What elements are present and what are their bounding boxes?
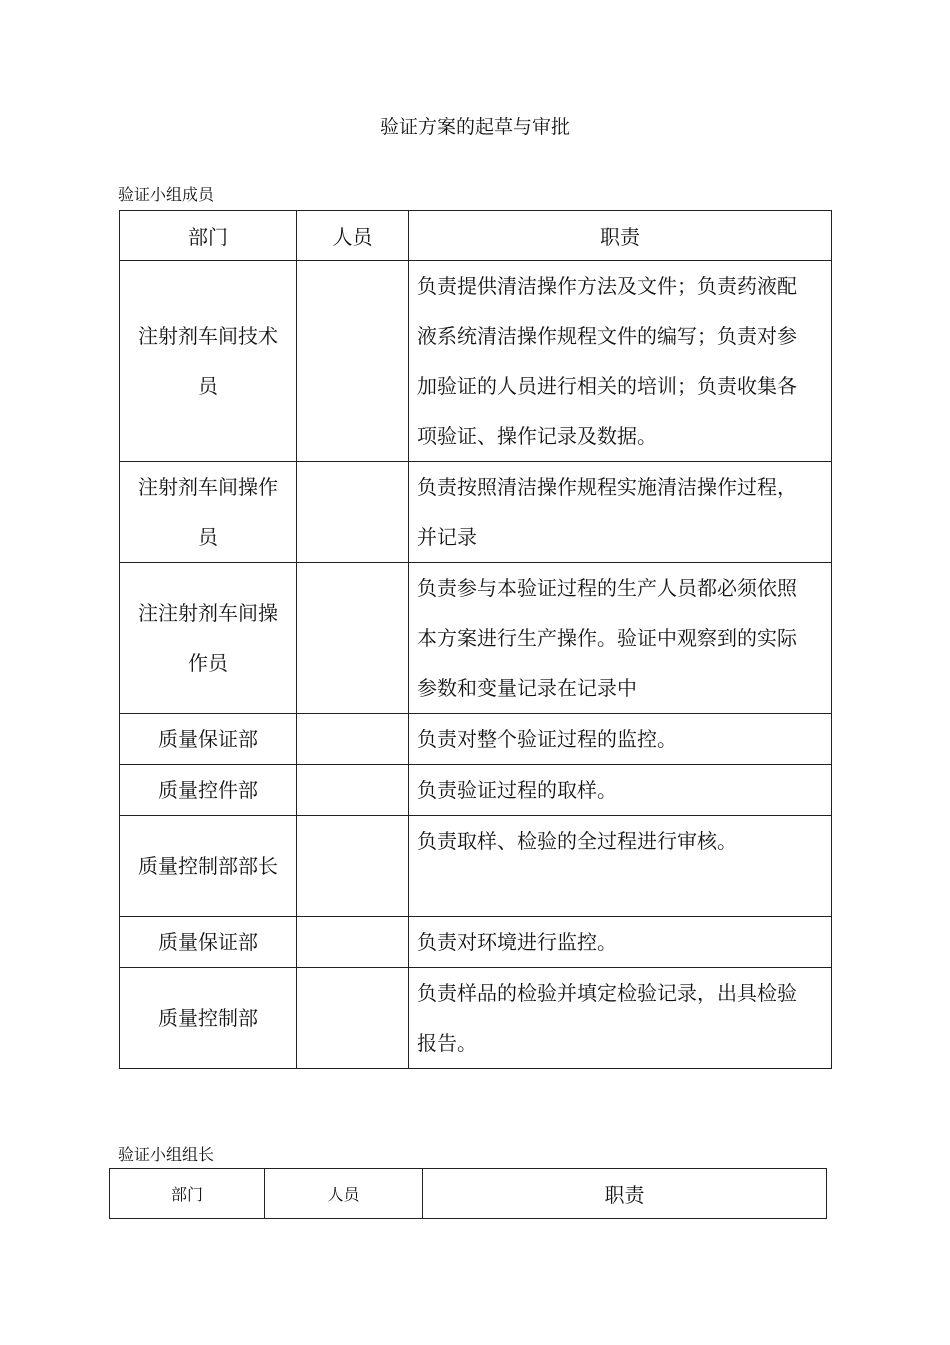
duty-cell: 负责参与本验证过程的生产人员都必须依照本方案进行生产操作。验证中观察到的实际参数和变量记录在记录中 (409, 563, 832, 714)
table-row (120, 714, 832, 765)
leaders-section-label: 验证小组组长 (118, 1145, 215, 1164)
personnel-cell (297, 462, 409, 563)
members-section-label: 验证小组成员 (118, 185, 215, 204)
members-table (119, 210, 832, 1069)
department-cell: 注射剂车间技术员 (120, 261, 297, 462)
table-row (120, 917, 832, 968)
department-cell: 注射剂车间操作员 (120, 462, 297, 563)
leaders-header-department: 部门 (110, 1169, 265, 1219)
personnel-cell (297, 563, 409, 714)
personnel-cell (297, 917, 409, 968)
table-row (120, 261, 832, 462)
table-row (120, 563, 832, 714)
duty-cell: 负责验证过程的取样。 (409, 765, 832, 816)
table-row (120, 765, 832, 816)
duty-cell: 负责样品的检验并填定检验记录，出具检验报告。 (409, 968, 832, 1069)
personnel-cell (297, 714, 409, 765)
header-department: 部门 (120, 211, 297, 261)
department-cell: 质量控制部 (120, 968, 297, 1069)
department-cell: 质量控制部部长 (120, 816, 297, 917)
duty-cell: 负责取样、检验的全过程进行审核。 (409, 816, 832, 917)
department-cell: 质量保证部 (120, 714, 297, 765)
personnel-cell (297, 765, 409, 816)
header-duty: 职责 (409, 211, 832, 261)
department-cell: 质量控件部 (120, 765, 297, 816)
personnel-cell (297, 261, 409, 462)
leaders-header-personnel: 人员 (265, 1169, 423, 1219)
members-header-row (120, 211, 832, 261)
department-cell: 注注射剂车间操作员 (120, 563, 297, 714)
duty-cell: 负责对环境进行监控。 (409, 917, 832, 968)
table-row (120, 462, 832, 563)
table-row (120, 816, 832, 917)
document-title: 验证方案的起草与审批 (379, 116, 570, 138)
duty-cell: 负责对整个验证过程的监控。 (409, 714, 832, 765)
duty-cell: 负责提供清洁操作方法及文件；负责药液配液系统清洁操作规程文件的编写；负责对参加验证的人员进行相关的培训；负责收集各项验证、操作记录及数据。 (409, 261, 832, 462)
header-personnel: 人员 (297, 211, 409, 261)
personnel-cell (297, 968, 409, 1069)
table-row (120, 968, 832, 1069)
leaders-header-row (110, 1169, 827, 1219)
personnel-cell (297, 816, 409, 917)
leaders-table (109, 1168, 827, 1219)
duty-cell: 负责按照清洁操作规程实施清洁操作过程，并记录 (409, 462, 832, 563)
department-cell: 质量保证部 (120, 917, 297, 968)
leaders-header-duty: 职责 (423, 1169, 827, 1219)
